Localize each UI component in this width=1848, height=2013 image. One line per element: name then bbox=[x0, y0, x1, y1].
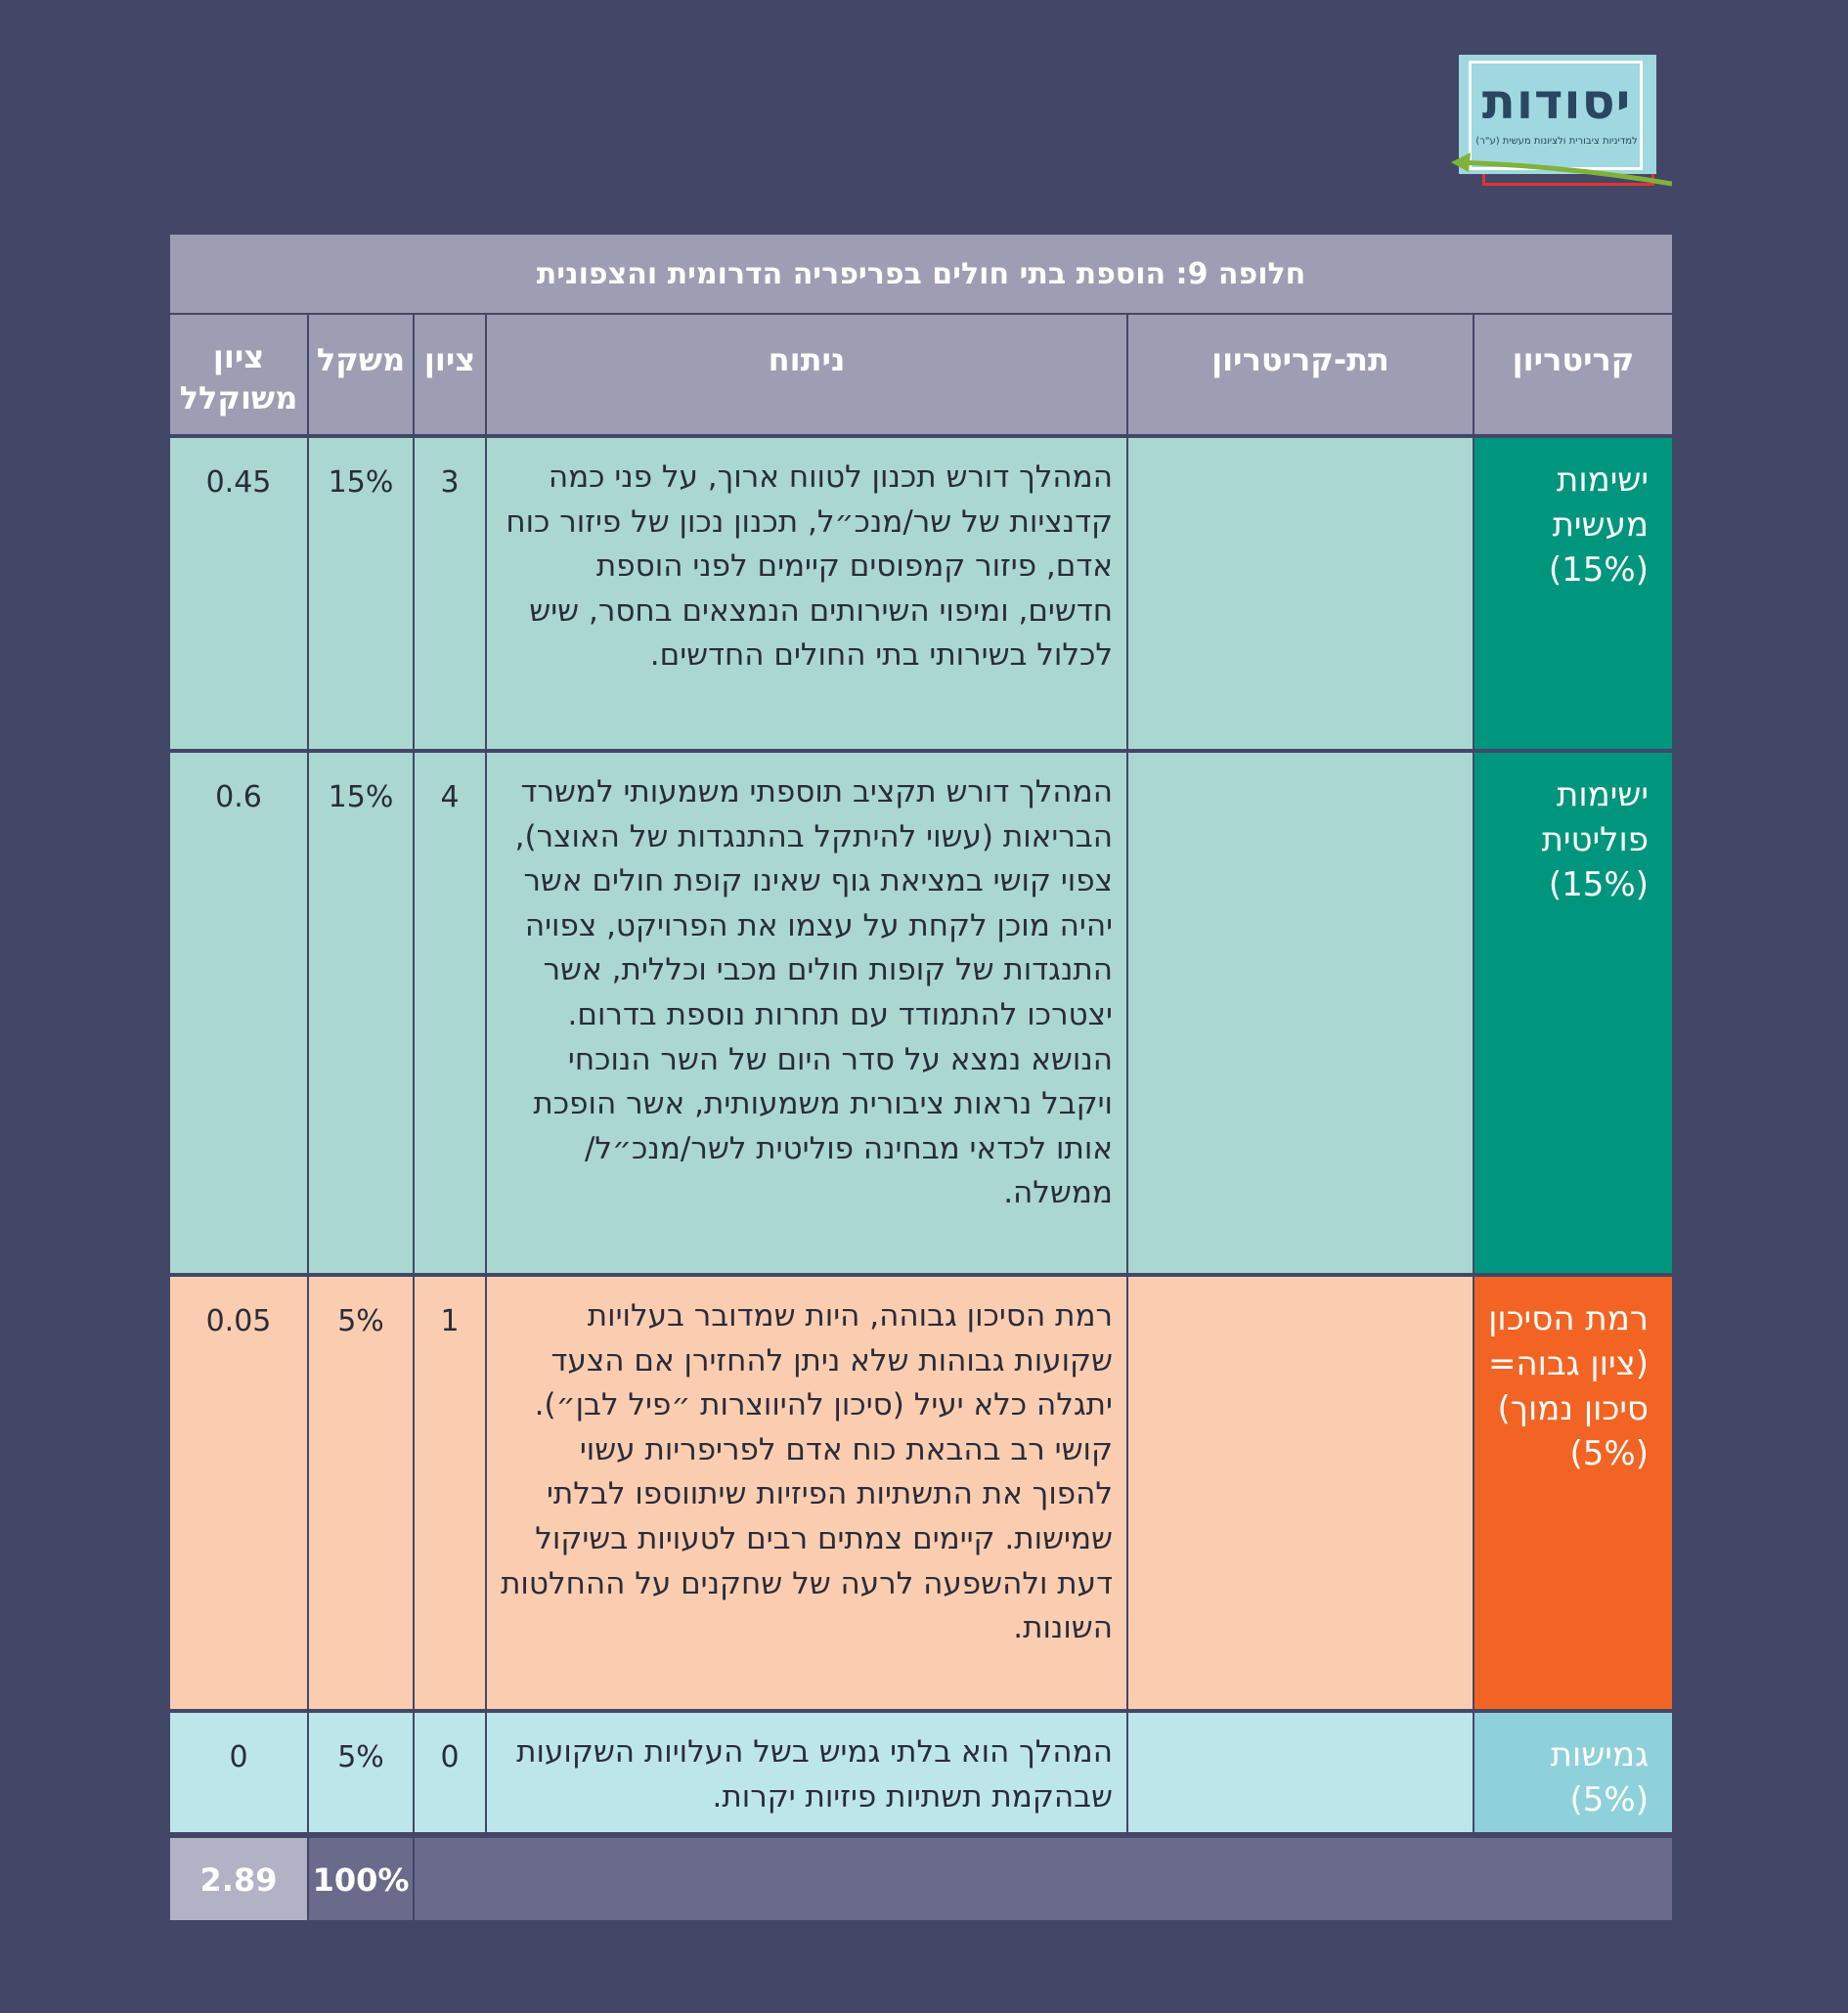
row-sub-criterion bbox=[1128, 753, 1473, 1273]
row-weighted-score: 0.45 bbox=[170, 438, 307, 749]
row-weight: 5% bbox=[309, 1713, 413, 1832]
criteria-table bbox=[170, 235, 1672, 1922]
row-sub-criterion bbox=[1128, 1713, 1473, 1832]
row-weight: 15% bbox=[309, 438, 413, 749]
header-weighted-score: ציון משוקלל bbox=[170, 315, 307, 434]
header-sub-criterion: תת-קריטריון bbox=[1128, 315, 1473, 434]
header-score: ציון bbox=[415, 315, 485, 434]
header-criterion: קריטריון bbox=[1474, 315, 1672, 434]
row-sub-criterion bbox=[1128, 1277, 1473, 1709]
header-weight: משקל bbox=[309, 315, 413, 434]
row-score: 4 bbox=[415, 753, 485, 1273]
row-score: 0 bbox=[415, 1713, 485, 1832]
row-weighted-score: 0 bbox=[170, 1713, 307, 1832]
row-weight: 15% bbox=[309, 753, 413, 1273]
row-sub-criterion bbox=[1128, 438, 1473, 749]
table-title: חלופה 9: הוספת בתי חולים בפריפריה הדרומית והצפונית bbox=[170, 235, 1672, 313]
logo-name: יסודות bbox=[1481, 73, 1632, 130]
row-weight: 5% bbox=[309, 1277, 413, 1709]
row-analysis: המהלך הוא בלתי גמיש בשל העלויות השקועות שבהקמת תשתיות פיזיות יקרות. bbox=[487, 1713, 1126, 1832]
row-criterion: ישימות פוליטית (15%) bbox=[1474, 753, 1672, 1273]
row-criterion: ישימות מעשית (15%) bbox=[1474, 438, 1672, 749]
row-score: 1 bbox=[415, 1277, 485, 1709]
row-analysis: רמת הסיכון גבוהה, היות שמדובר בעלויות שקועות גבוהות שלא ניתן להחזירן אם הצעד יתגלה כלא יעיל (סיכון להיווצרות ״פיל לבן״). קושי רב בהבאת כוח אדם לפריפריות עשוי להפוך את התשתיות הפיזיות שיתווספו לבלתי שמישות. קיימים צמתים רבים לטעויות בשיקול דעת ולהשפעה לרעה של שחקנים על ההחלטות השונות. bbox=[487, 1277, 1126, 1709]
header-analysis: ניתוח bbox=[487, 315, 1126, 434]
row-weighted-score: 0.05 bbox=[170, 1277, 307, 1709]
logo bbox=[1451, 51, 1672, 194]
total-weighted-score: 2.89 bbox=[170, 1838, 307, 1920]
row-score: 3 bbox=[415, 438, 485, 749]
row-analysis: המהלך דורש תקציב תוספתי משמעותי למשרד הבריאות (עשוי להיתקל בהתנגדות של האוצר), צפוי קושי במציאת גוף שאינו קופת חולים אשר יהיה מוכן לקחת על עצמו את הפרויקט, צפויה התנגדות של קופות חולים מכבי וכללית, אשר יצטרכו להתמודד עם תחרות נוספת בדרום. הנושא נמצא על סדר היום של השר הנוכחי ויקבל נראות ציבורית משמעותית, אשר הופכת אותו לכדאי מבחינה פוליטית לשר/מנכ״ל/ ממשלה. bbox=[487, 753, 1126, 1273]
row-criterion: רמת הסיכון (ציון גבוה= סיכון נמוך) (5%) bbox=[1474, 1277, 1672, 1709]
row-weighted-score: 0.6 bbox=[170, 753, 307, 1273]
totals-filler bbox=[415, 1838, 1672, 1920]
logo-tagline: למדיניות ציבורית ולציונות מעשית (ע"ר) bbox=[1475, 136, 1638, 147]
total-weight: 100% bbox=[309, 1838, 413, 1920]
row-analysis: המהלך דורש תכנון לטווח ארוך, על פני כמה קדנציות של שר/מנכ״ל, תכנון נכון של פיזור כוח אדם, פיזור קמפוסים קיימים לפני הוספת חדשים, ומיפוי השירותים הנמצאים בחסר, שיש לכלול בשירותי בתי החולים החדשים. bbox=[487, 438, 1126, 749]
arrow-left-icon bbox=[1451, 149, 1672, 194]
row-criterion: גמישות (5%) bbox=[1474, 1713, 1672, 1832]
